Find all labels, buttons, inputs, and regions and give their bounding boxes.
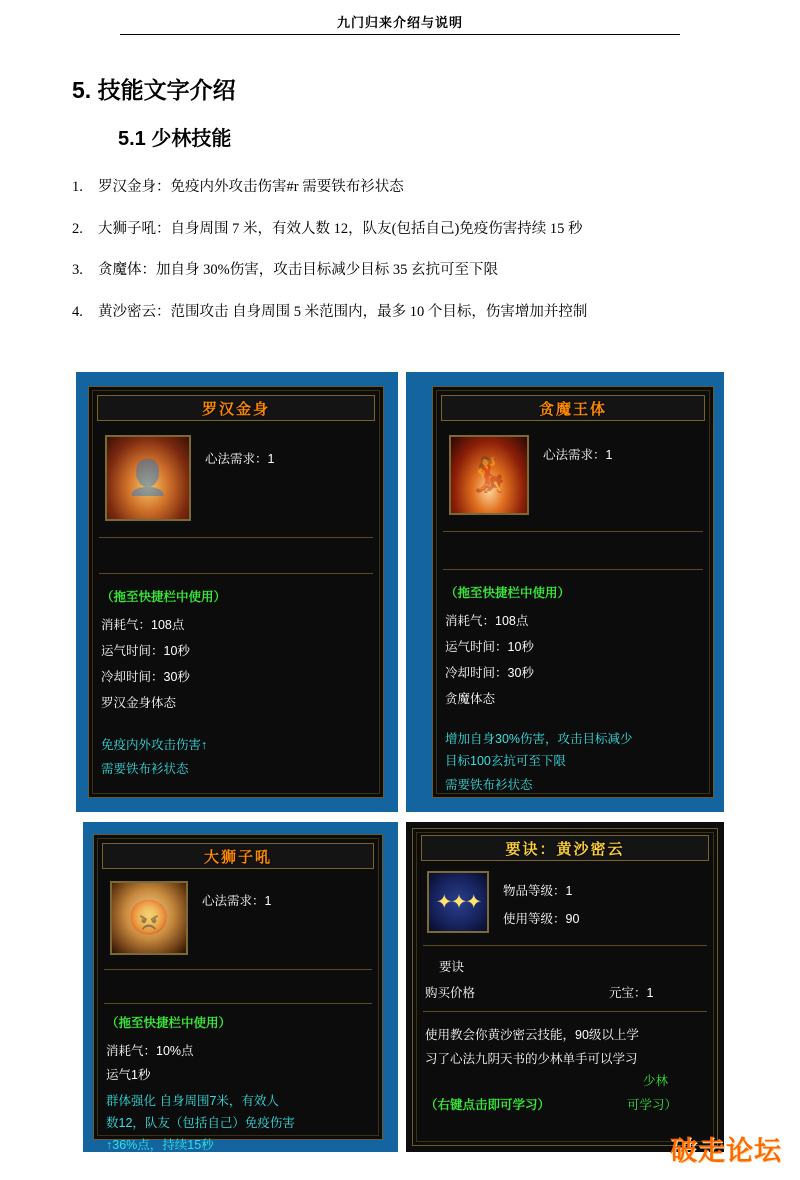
requirement-label: 心法需求：1 [543, 448, 613, 462]
side-note: 可学习） [627, 1098, 678, 1112]
figure-glyph: 👤 [126, 459, 170, 497]
list-item [72, 303, 752, 323]
stars-glyph: ✦✦✦ [435, 891, 481, 914]
lion-roar-icon[interactable] [110, 881, 188, 955]
item-level-label: 物品等级：1 [503, 884, 573, 898]
panel-divider [423, 945, 707, 946]
stat-line: 冷却时间：30秒 [445, 666, 534, 680]
tooltip-panel [412, 828, 718, 1146]
tooltip-panel [93, 834, 383, 1152]
list-item-number: 3. [72, 262, 83, 279]
screenshot-luohan-golden-body [76, 372, 398, 812]
yellow-sand-cloud-icon[interactable] [427, 871, 489, 933]
effect-line: 增加自身30%伤害，攻击目标减少 [445, 732, 633, 746]
stat-line: 消耗气：10%点 [106, 1044, 194, 1058]
stat-line: 消耗气：108点 [101, 618, 185, 632]
page-title: 5. 技能文字介绍 [72, 77, 236, 103]
panel-divider [443, 569, 703, 570]
header-title: 九门归来介绍与说明 [336, 15, 463, 30]
panel-divider [443, 531, 703, 532]
effect-line: 数12，队友（包括自己）免疫伤害 [106, 1116, 295, 1130]
usage-hint: （拖至快捷栏中使用） [445, 586, 571, 600]
subsection-title: 5.1 少林技能 [118, 128, 232, 150]
description-line: 使用教会你黄沙密云技能，90级以上学 [425, 1028, 639, 1042]
effect-line: 群体强化 自身周围7米，有效人 [106, 1094, 279, 1108]
usage-hint: （拖至快捷栏中使用） [106, 1016, 232, 1030]
greed-demon-body-icon[interactable] [449, 435, 529, 515]
skill-title: 贪魔王体 [538, 400, 607, 418]
stat-line: 运气1秒 [106, 1068, 151, 1082]
skill-title-bar [97, 395, 375, 421]
list-item-text: 大狮子吼：自身周围 7 米，有效人数 12，队友(包括自己)免疫伤害持续 15 秒 [98, 220, 583, 237]
list-item-number: 2. [72, 220, 83, 237]
item-title-bar [421, 835, 709, 861]
list-item [72, 178, 752, 198]
skill-title: 罗汉金身 [201, 400, 270, 418]
list-item-text: 罗汉金身：免疫内外攻击伤害#r 需要铁布衫状态 [98, 179, 404, 195]
figure-glyph: 💃 [467, 456, 511, 494]
list-item-number: 4. [72, 303, 83, 320]
stat-line: 消耗气：108点 [445, 614, 529, 628]
screenshot-greed-demon-body [406, 372, 724, 812]
description-line: 习了心法九阴天书的少林单手可以学习 [425, 1052, 638, 1066]
screenshot-yellow-sand-cloud-manual [406, 822, 724, 1152]
effect-line: ↑36%点，持续15秒 [106, 1138, 214, 1152]
skill-title: 大狮子吼 [203, 848, 272, 866]
list-item-text: 贪魔体：加自身 30%伤害，攻击目标减少目标 35 玄抗可至下限 [98, 262, 498, 279]
item-title: 要诀：黄沙密云 [505, 840, 625, 858]
effect-line: 需要铁布衫状态 [445, 778, 533, 792]
panel-divider [104, 1003, 372, 1004]
list-item [72, 261, 752, 281]
panel-divider [99, 537, 373, 538]
requirement-label: 心法需求：1 [205, 452, 275, 466]
skill-title-bar [441, 395, 705, 421]
list-item [72, 220, 752, 240]
screenshot-lion-roar [83, 822, 398, 1152]
stat-line: 运气时间：10秒 [101, 644, 190, 658]
tooltip-panel [432, 386, 714, 798]
figure-glyph: 😡 [127, 899, 171, 937]
price-label: 购买价格 [425, 986, 476, 1000]
header-divider [120, 34, 680, 35]
stat-line: 贪魔体态 [445, 692, 496, 706]
skill-description-list [72, 178, 752, 344]
effect-line: 免疫内外攻击伤害↑ [101, 738, 208, 752]
stat-line: 冷却时间：30秒 [101, 670, 190, 684]
panel-divider [104, 969, 372, 970]
effect-line: 需要铁布衫状态 [101, 762, 189, 776]
stat-line: 罗汉金身体态 [101, 696, 177, 710]
price-value: 元宝：1 [609, 986, 654, 1000]
panel-divider [423, 1011, 707, 1012]
luohan-golden-body-icon[interactable] [105, 435, 191, 521]
document-header [0, 0, 800, 40]
panel-divider [99, 573, 373, 574]
stat-line: 运气时间：10秒 [445, 640, 534, 654]
tooltip-panel [88, 386, 384, 798]
skill-title-bar [102, 843, 374, 869]
item-kind-label: 要诀 [439, 960, 465, 974]
list-item-text: 黄沙密云：范围攻击 自身周围 5 米范围内，最多 10 个目标，伤害增加并控制 [98, 303, 588, 320]
use-level-label: 使用等级：90 [503, 912, 580, 926]
effect-line: 目标100玄抗可至下限 [445, 754, 566, 768]
watermark: 破走论坛 [670, 1136, 782, 1166]
usage-hint: （拖至快捷栏中使用） [101, 590, 227, 604]
right-click-hint: （右键点击即可学习） [425, 1098, 551, 1112]
list-item-number: 1. [72, 179, 83, 195]
requirement-label: 心法需求：1 [202, 894, 272, 908]
side-note: 少林 [643, 1074, 669, 1088]
